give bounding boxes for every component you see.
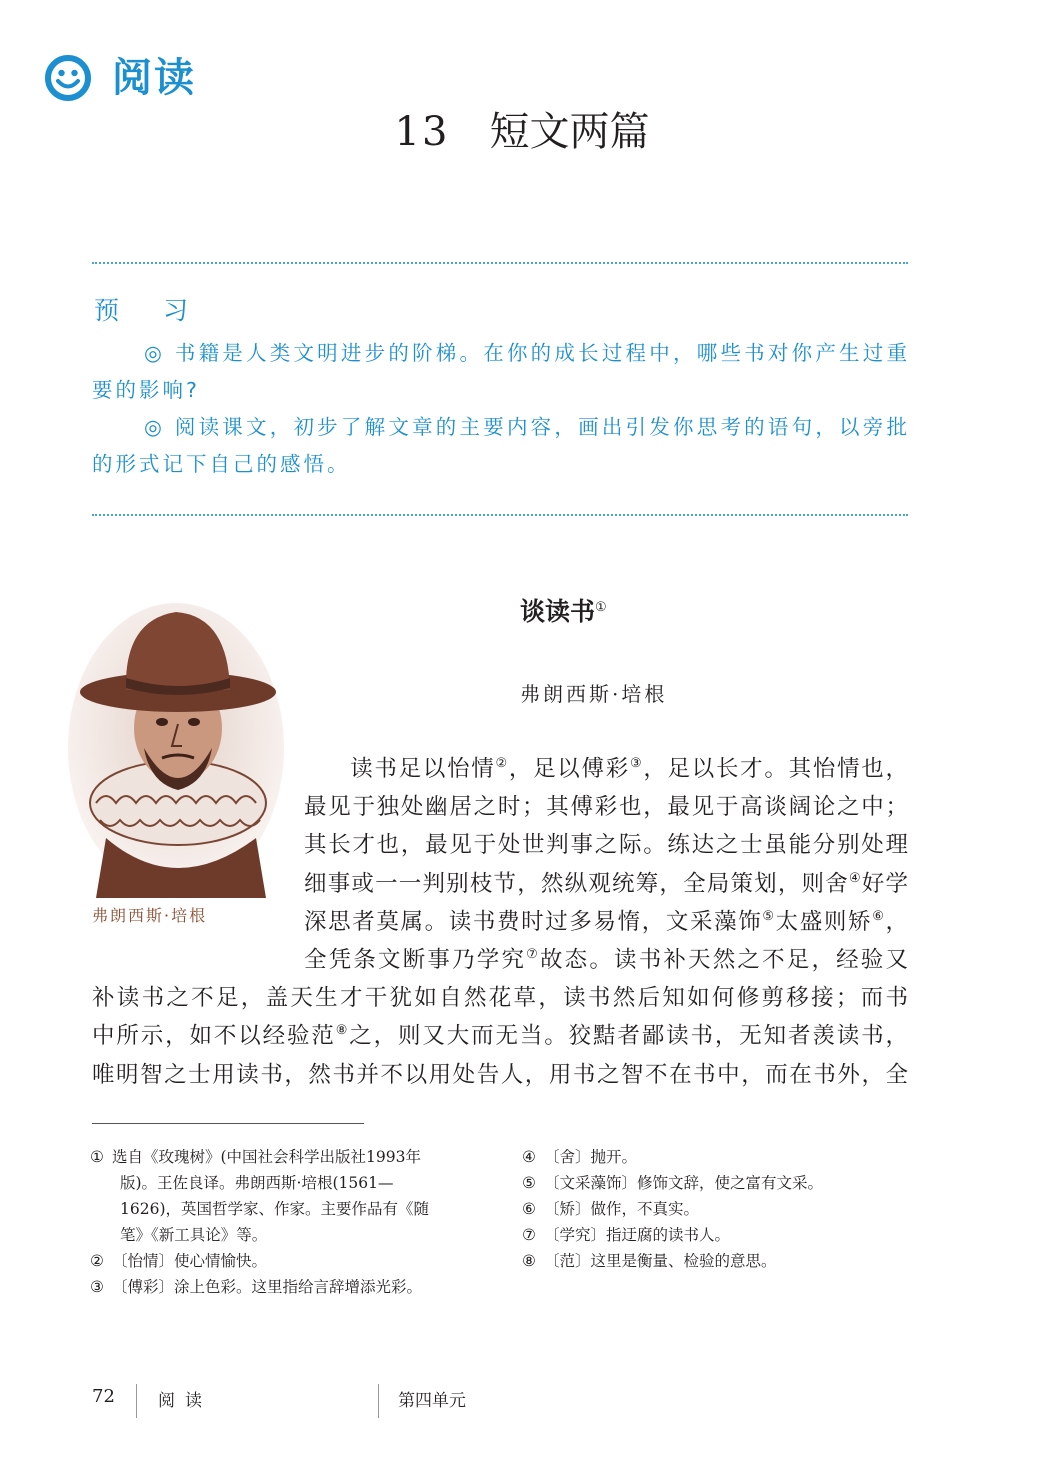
- dotted-divider-top: [92, 262, 908, 264]
- footer-divider: [136, 1384, 137, 1418]
- essay-text: 故态。读书补天然之不足，经验又: [539, 947, 908, 973]
- preview-item-2: ◎ 阅读课文，初步了解文章的主要内容，画出引发你思考的语句，以旁批的形式记下自己的感悟。: [92, 415, 910, 476]
- essay-text: 补读书之不足，盖天生才干犹如自然花草，读书然后知如何修剪移接；而书: [92, 985, 908, 1012]
- footnote-rule: [92, 1123, 364, 1124]
- footnote-mark: ④: [522, 1148, 536, 1166]
- essay-text: 太盛则矫: [775, 908, 873, 935]
- footnote-mark: ⑦: [522, 1226, 536, 1244]
- footnote-mark: ①: [90, 1148, 104, 1166]
- essay-text: 细事或一一判别枝节，然纵观统筹，全局策划，则舍: [304, 870, 849, 897]
- footnote-text: 〔怡情〕使心情愉快。: [112, 1252, 268, 1270]
- essay-line: [304, 788, 908, 826]
- footnote-item: [522, 1248, 942, 1274]
- footnote-mark: ②: [90, 1252, 104, 1270]
- footnote-ref: ①: [595, 600, 607, 615]
- essay-line: [92, 1017, 908, 1055]
- essay-text: 好学: [861, 870, 908, 897]
- footnote-text: 〔范〕这里是衡量、检验的意思。: [544, 1252, 777, 1270]
- lesson-number: 13: [394, 109, 450, 155]
- footnote-ref: ②: [495, 756, 509, 771]
- preview-heading: 预 习: [94, 296, 206, 325]
- footnote-text-continued: 版)。王佐良译。弗朗西斯·培根(1561—: [120, 1174, 394, 1192]
- footnote-ref: ③: [629, 756, 644, 771]
- footnote-mark: ③: [90, 1278, 104, 1296]
- footnote-text: 〔学究〕指迂腐的读书人。: [544, 1226, 731, 1244]
- essay-line: [92, 979, 908, 1017]
- preview-item-1: ◎ 书籍是人类文明进步的阶梯。在你的成长过程中，哪些书对你产生过重要的影响?: [92, 341, 910, 402]
- bacon-portrait-image: [66, 598, 286, 898]
- essay-text: 中所示，如不以经验范: [92, 1023, 336, 1050]
- footnote-item: [522, 1196, 942, 1222]
- footnote-ref: ⑧: [335, 1023, 350, 1039]
- portrait-caption: 弗朗西斯·培根: [92, 906, 208, 925]
- section-label: 阅读: [112, 55, 196, 101]
- footnote-mark: ⑥: [522, 1200, 536, 1218]
- essay-text: ，足以长才。其怡情也，: [643, 756, 908, 782]
- footnote-item: [522, 1144, 942, 1170]
- footnote-mark: ⑤: [522, 1174, 536, 1192]
- essay-text: 唯明智之士用读书，然书并不以用处告人，用书之智不在书中，而在书外，全: [92, 1061, 908, 1088]
- footnote-text-continued: 1626)，英国哲学家、作家。主要作品有《随: [120, 1200, 429, 1218]
- essay-author: 弗朗西斯·培根: [520, 682, 668, 706]
- essay-line: [304, 941, 908, 979]
- footnote-ref: ⑦: [526, 947, 540, 962]
- essay-text: 最见于独处幽居之时；其傅彩也，最见于高谈阔论之中；: [304, 794, 908, 821]
- smiley-icon: [44, 54, 92, 102]
- footer-divider: [378, 1384, 379, 1418]
- essay-text: ，足以傅彩: [508, 756, 630, 782]
- footnote-text: 〔矫〕做作，不真实。: [544, 1200, 700, 1218]
- essay-text: 读书足以怡情: [326, 756, 496, 782]
- footnote-ref: ⑥: [872, 908, 886, 924]
- footnote-ref: ⑤: [762, 908, 776, 924]
- footnote-item: [90, 1248, 482, 1274]
- lesson-title-text: 短文两篇: [489, 109, 650, 155]
- essay-text: 其长才也，最见于处世判事之际。练达之士虽能分别处理: [304, 832, 908, 859]
- lesson-title: [0, 104, 1044, 160]
- footer-unit: 第四单元: [398, 1391, 466, 1411]
- footnote-text: 〔文采藻饰〕修饰文辞，使之富有文采。: [544, 1174, 824, 1192]
- footnote-item: [90, 1274, 482, 1300]
- footnote-text: 选自《玫瑰树》(中国社会科学出版社1993年: [112, 1148, 421, 1166]
- essay-text: 全凭条文断事乃学究: [304, 947, 527, 973]
- essay-text: 之，则又大而无当。狡黠者鄙读书，无知者羡读书，: [349, 1023, 908, 1050]
- footnote-mark: ⑧: [522, 1252, 536, 1270]
- footer-section: 阅读: [158, 1391, 212, 1411]
- essay-title-text: 谈读书: [520, 597, 596, 626]
- footnote-item: [90, 1144, 482, 1248]
- essay-line: [304, 903, 908, 941]
- footnote-item: [522, 1222, 942, 1248]
- essay-line: [304, 750, 908, 788]
- footnote-text: 〔舍〕抛开。: [544, 1148, 638, 1166]
- essay-text: 深思者莫属。读书费时过多易惰，文采藻饰: [304, 908, 763, 935]
- essay-line: [304, 865, 908, 903]
- essay-title: [520, 592, 607, 632]
- essay-line: [92, 1056, 908, 1094]
- essay-text: ，: [885, 908, 908, 935]
- footnote-text: 〔傅彩〕涂上色彩。这里指给言辞增添光彩。: [112, 1278, 423, 1296]
- footnote-text-continued: 笔》《新工具论》等。: [120, 1226, 268, 1244]
- page-number: 72: [92, 1386, 115, 1407]
- dotted-divider-bottom: [92, 514, 908, 516]
- footnote-item: [522, 1170, 942, 1196]
- footnote-ref: ④: [848, 870, 862, 886]
- essay-line: [304, 826, 908, 864]
